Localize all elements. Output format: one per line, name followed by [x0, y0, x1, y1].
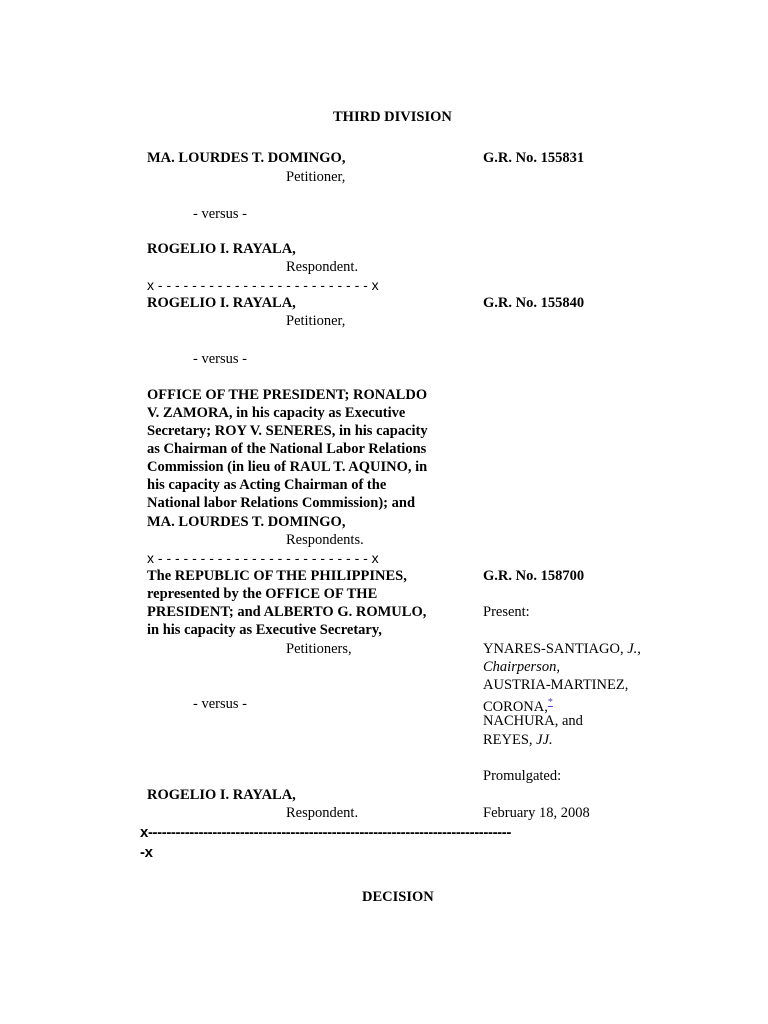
case2-versus: - versus - — [193, 351, 247, 367]
case1-respondent-name: ROGELIO I. RAYALA, — [147, 241, 296, 257]
footnote-link[interactable]: * — [547, 697, 553, 708]
case2-respondents-line: OFFICE OF THE PRESIDENT; RONALDO — [147, 387, 428, 403]
case3-gr-number: G.R. No. 158700 — [483, 568, 585, 584]
long-separator: x------------------------------------------------------------------------------- — [140, 824, 511, 841]
justice-corona: CORONA,* — [483, 697, 553, 715]
case3-petitioners-line: The REPUBLIC OF THE PHILIPPINES, — [147, 568, 407, 584]
present-label: Present: — [483, 604, 530, 620]
case-separator: x - - - - - - - - - - - - - - - - - - - - - - - - - x — [147, 277, 379, 293]
justice-austria-martinez: AUSTRIA-MARTINEZ, — [483, 677, 629, 693]
case2-respondents-line: Secretary; ROY V. SENERES, in his capacity — [147, 423, 428, 439]
case3-respondent-name: ROGELIO I. RAYALA, — [147, 787, 296, 803]
case3-respondent-role: Respondent. — [286, 805, 359, 821]
chairperson-label: Chairperson, — [483, 659, 560, 675]
decision-heading: DECISION — [362, 889, 434, 905]
promulgation-date: February 18, 2008 — [483, 805, 590, 821]
promulgated-label: Promulgated: — [483, 768, 562, 784]
case2-respondents-line: as Chairman of the National Labor Relations — [147, 441, 427, 457]
case1-gr-number: G.R. No. 155831 — [483, 150, 585, 166]
justice-ynares-santiago: YNARES-SANTIAGO, J., — [483, 641, 641, 657]
case3-petitioners-line: represented by the OFFICE OF THE — [147, 586, 378, 602]
justice-nachura: NACHURA, and — [483, 713, 583, 729]
justice-reyes: REYES, JJ. — [483, 732, 553, 748]
case3-versus: - versus - — [193, 696, 247, 712]
case2-petitioner-name: ROGELIO I. RAYALA, — [147, 295, 296, 311]
case1-petitioner-name: MA. LOURDES T. DOMINGO, — [147, 150, 346, 166]
case3-petitioners-line: PRESIDENT; and ALBERTO G. ROMULO, — [147, 604, 427, 620]
case3-petitioners-line: in his capacity as Executive Secretary, — [147, 622, 382, 638]
case2-petitioner-role: Petitioner, — [286, 313, 346, 329]
case2-respondents-line: V. ZAMORA, in his capacity as Executive — [147, 405, 406, 421]
case2-gr-number: G.R. No. 155840 — [483, 295, 585, 311]
case2-respondents-line: MA. LOURDES T. DOMINGO, — [147, 514, 346, 530]
case-separator: x - - - - - - - - - - - - - - - - - - - - - - - - - x — [147, 550, 379, 566]
case1-respondent-role: Respondent. — [286, 259, 359, 275]
case1-versus: - versus - — [193, 206, 247, 222]
case2-respondents-line: Commission (in lieu of RAUL T. AQUINO, in — [147, 459, 428, 475]
long-separator-end: -x — [140, 844, 153, 861]
case3-petitioners-role: Petitioners, — [286, 641, 352, 657]
case1-petitioner-role: Petitioner, — [286, 169, 346, 185]
case2-respondents-line: his capacity as Acting Chairman of the — [147, 477, 387, 493]
division-heading: THIRD DIVISION — [333, 109, 452, 125]
case2-respondents-line: National labor Relations Commission); and — [147, 495, 416, 511]
case2-respondents-role: Respondents. — [286, 532, 364, 548]
